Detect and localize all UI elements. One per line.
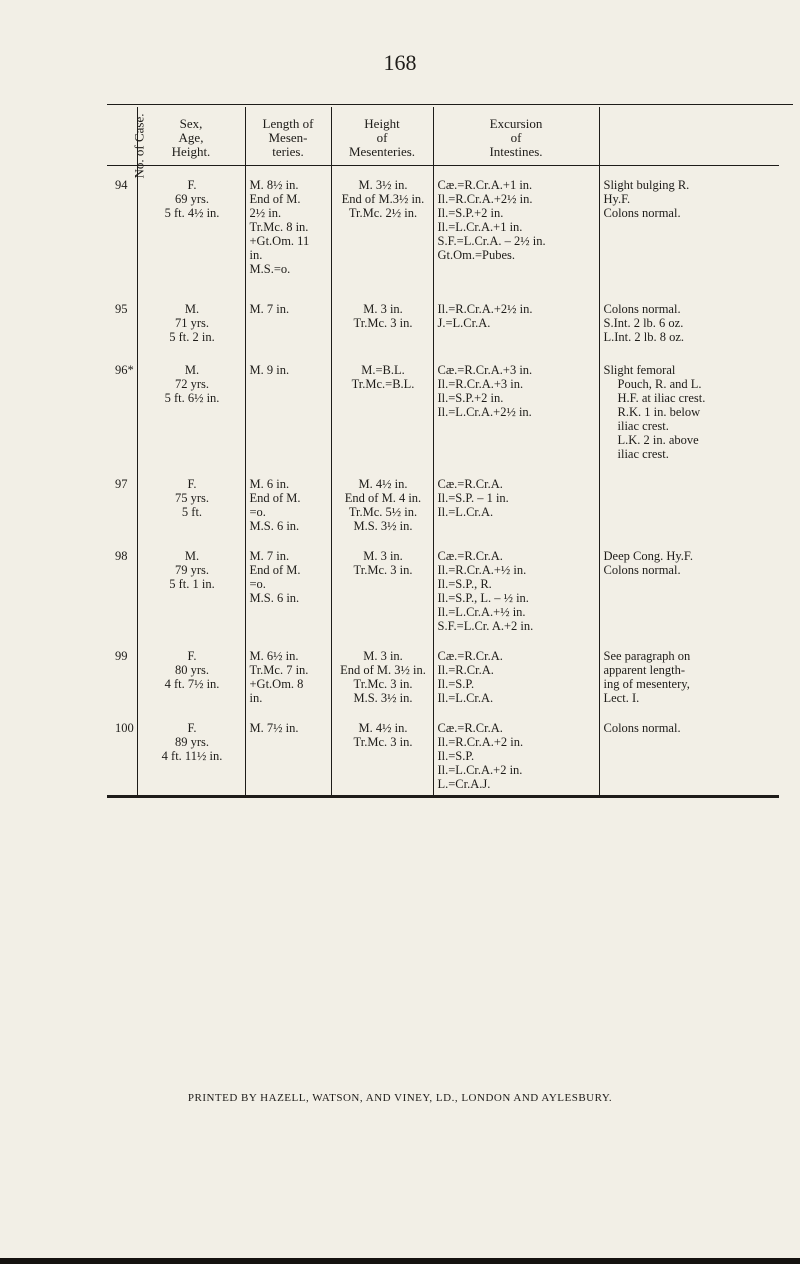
cell-line: +Gt.Om. 8	[249, 676, 304, 691]
cell-line: M. 7 in.	[249, 301, 290, 316]
cell-line: F.	[187, 178, 197, 192]
header-height-of-mesenteries: Height of Mesenteries.	[331, 107, 433, 166]
cell-line: Colons normal.	[603, 301, 681, 316]
cell-sex-age-height	[137, 709, 245, 797]
cell-length-of-mesenteries	[245, 465, 331, 537]
cell-case-number: 95	[115, 301, 128, 316]
cell-line: Tr.Mc. 3 in.	[353, 562, 413, 577]
cell-sex-age-height	[137, 351, 245, 465]
cell-line: R.K. 1 in. below	[617, 404, 701, 419]
cell-line: Cæ.=R.Cr.A.+1 in.	[437, 178, 533, 192]
cell-line: End of M. 3½ in.	[340, 662, 426, 677]
cell-line: Il.=L.Cr.A.+1 in.	[437, 220, 523, 234]
cell-excursion-of-intestines	[433, 465, 599, 537]
cell-remarks	[599, 166, 779, 290]
cell-line: Cæ.=R.Cr.A.+3 in.	[437, 362, 533, 377]
cell-line: Tr.Mc. 5½ in.	[348, 504, 418, 519]
cell-line: M. 9 in.	[249, 362, 290, 377]
cell-excursion-of-intestines	[433, 351, 599, 465]
cell-length-of-mesenteries	[245, 709, 331, 797]
cell-line: Tr.Mc. 2½ in.	[348, 206, 418, 220]
cell-line: S.Int. 2 lb. 6 oz.	[603, 315, 684, 330]
cell-line: S.F.=L.Cr.A. – 2½ in.	[437, 234, 546, 248]
header-length-of-mesenteries: Length of Mesen- teries.	[245, 107, 331, 166]
cell-line: Il.=R.Cr.A.+2 in.	[437, 734, 524, 749]
cell-line: Colons normal.	[603, 720, 681, 735]
cell-line: M.	[184, 362, 200, 377]
cell-height-of-mesenteries	[331, 290, 433, 351]
cell-length-of-mesenteries	[245, 351, 331, 465]
cell-line: 71 yrs.	[174, 315, 210, 330]
cell-line: L.=Cr.A.J.	[437, 776, 491, 791]
cell-remarks	[599, 709, 779, 797]
cell-sex-age-height	[137, 166, 245, 290]
cell-line: Il.=L.Cr.A.+½ in.	[437, 604, 526, 619]
cell-sex-age-height	[137, 537, 245, 637]
table-row	[107, 465, 779, 537]
header-excursion-of-intestines: Excursion of Intestines.	[433, 107, 599, 166]
cell-line: M. 4½ in.	[358, 476, 408, 491]
cell-line: 5 ft. 1 in.	[169, 576, 215, 591]
cell-line: M. 7 in.	[249, 548, 290, 563]
cell-line: Tr.Mc. 3 in.	[353, 734, 413, 749]
cell-remarks	[599, 351, 779, 465]
cell-line: 80 yrs.	[174, 662, 210, 677]
cell-line: M.=B.L.	[361, 362, 405, 377]
cell-line: L.K. 2 in. above	[617, 432, 699, 447]
cell-line: M.S. 6 in.	[249, 518, 300, 533]
cell-line: Tr.Mc. 3 in.	[353, 315, 413, 330]
cell-line: Cæ.=R.Cr.A.	[437, 548, 503, 563]
cell-line: 69 yrs.	[174, 192, 210, 206]
cell-line: End of M.	[249, 192, 301, 206]
cell-line: M. 6 in.	[249, 476, 290, 491]
cell-case-number: 96*	[115, 362, 134, 377]
table-row	[107, 709, 779, 797]
cell-sex-age-height	[137, 465, 245, 537]
cell-line: 79 yrs.	[174, 562, 210, 577]
cell-line: Il.=L.Cr.A.	[437, 690, 494, 705]
cell-height-of-mesenteries	[331, 537, 433, 637]
table-row	[107, 637, 779, 709]
cell-line: in.	[249, 248, 263, 262]
header-remarks	[599, 107, 779, 166]
cell-line: M. 8½ in.	[249, 178, 299, 192]
cell-line: M.S. 3½ in.	[353, 690, 413, 705]
cell-line: J.=L.Cr.A.	[437, 315, 491, 330]
cell-height-of-mesenteries	[331, 465, 433, 537]
cell-line: H.F. at iliac crest.	[617, 390, 706, 405]
cell-line: +Gt.Om. 11	[249, 234, 310, 248]
cell-line: Slight femoral	[603, 362, 676, 377]
cell-case-number: 97	[115, 476, 128, 491]
cell-height-of-mesenteries	[331, 637, 433, 709]
cell-line: M.S. 3½ in.	[353, 518, 413, 533]
cell-line: iliac crest.	[617, 446, 669, 461]
cell-line: Il.=S.P.	[437, 676, 475, 691]
cell-line: Deep Cong. Hy.F.	[603, 548, 694, 563]
header-case-number: No. of Case.	[107, 107, 137, 166]
table-row	[107, 290, 779, 351]
cell-line: Colons normal.	[603, 562, 681, 577]
cell-line: Il.=R.Cr.A.+3 in.	[437, 376, 524, 391]
cell-line: Pouch, R. and L.	[617, 376, 702, 391]
cell-line: Slight bulging R.	[603, 178, 690, 192]
cell-line: Tr.Mc. 8 in.	[249, 220, 309, 234]
cell-line: End of M.3½ in.	[341, 192, 425, 206]
cell-line: Lect. I.	[603, 690, 640, 705]
cell-excursion-of-intestines	[433, 637, 599, 709]
cell-line: End of M. 4 in.	[344, 490, 422, 505]
printer-imprint: PRINTED BY HAZELL, WATSON, AND VINEY, LD., LONDON AND AYLESBURY.	[187, 1092, 613, 1104]
cell-line: Cæ.=R.Cr.A.	[437, 648, 503, 663]
cell-line: in.	[249, 690, 263, 705]
case-table-wrapper	[107, 107, 779, 798]
cell-line: Il.=S.P.+2 in.	[437, 390, 504, 405]
cell-line: iliac crest.	[617, 418, 669, 433]
cell-line: 72 yrs.	[174, 376, 210, 391]
cell-line: apparent length-	[603, 662, 686, 677]
cell-line: L.Int. 2 lb. 8 oz.	[603, 329, 685, 344]
cell-line: 4 ft. 7½ in.	[164, 676, 220, 691]
cell-line: 4 ft. 11½ in.	[161, 748, 223, 763]
cell-case-number: 94	[115, 178, 128, 192]
table-row	[107, 351, 779, 465]
header-row	[107, 107, 779, 166]
cell-line: M. 6½ in.	[249, 648, 299, 663]
page-number: 168	[383, 50, 417, 75]
cell-case-number: 98	[115, 548, 128, 563]
cell-length-of-mesenteries	[245, 537, 331, 637]
cell-case-number: 99	[115, 648, 128, 663]
cell-height-of-mesenteries	[331, 709, 433, 797]
cell-line: Il.=R.Cr.A.+½ in.	[437, 562, 527, 577]
cell-line: 5 ft.	[181, 504, 203, 519]
cell-line: Il.=L.Cr.A.+2½ in.	[437, 404, 532, 419]
cell-line: M. 3 in.	[363, 548, 403, 563]
cell-line: M. 3 in.	[363, 301, 403, 316]
cell-line: M. 7½ in.	[249, 720, 299, 735]
cell-line: F.	[187, 720, 197, 735]
cell-line: 75 yrs.	[174, 490, 210, 505]
cell-sex-age-height	[137, 637, 245, 709]
cell-excursion-of-intestines	[433, 709, 599, 797]
cell-case-number: 100	[107, 709, 137, 797]
cell-line: Gt.Om.=Pubes.	[437, 248, 516, 262]
cell-line: Il.=L.Cr.A.+2 in.	[437, 762, 523, 777]
cell-excursion-of-intestines	[433, 537, 599, 637]
top-rule	[107, 104, 793, 105]
cell-line: Tr.Mc. 7 in.	[249, 662, 309, 677]
cell-line: =o.	[249, 576, 266, 591]
cell-line: 2½ in.	[249, 206, 282, 220]
cell-line: 5 ft. 6½ in.	[164, 390, 220, 405]
cell-line: Tr.Mc.=B.L.	[351, 376, 415, 391]
cell-line: Il.=R.Cr.A.	[437, 662, 494, 677]
cell-excursion-of-intestines	[433, 290, 599, 351]
cell-line: Tr.Mc. 3 in.	[353, 676, 413, 691]
cell-line: End of M.	[249, 562, 301, 577]
cell-line: Il.=S.P.	[437, 748, 475, 763]
cell-line: 5 ft. 4½ in.	[164, 206, 220, 220]
cell-line: =o.	[249, 504, 266, 519]
cell-line: M. 4½ in.	[358, 720, 408, 735]
cell-line: M.S. 6 in.	[249, 590, 300, 605]
header-sex-age-height: Sex, Age, Height.	[137, 107, 245, 166]
cell-line: Colons normal.	[603, 206, 681, 220]
cell-length-of-mesenteries	[245, 166, 331, 290]
cell-line: Il.=R.Cr.A.+2½ in.	[437, 301, 533, 316]
cell-line: End of M.	[249, 490, 301, 505]
cell-line: M.	[184, 548, 200, 563]
cell-line: M.	[184, 301, 200, 316]
cell-line: Hy.F.	[603, 192, 631, 206]
cell-line: Il.=L.Cr.A.	[437, 504, 494, 519]
cell-line: 5 ft. 2 in.	[169, 329, 215, 344]
cell-line: ing of mesentery,	[603, 676, 690, 691]
cell-line: S.F.=L.Cr. A.+2 in.	[437, 618, 534, 633]
cell-height-of-mesenteries	[331, 351, 433, 465]
cell-height-of-mesenteries	[331, 166, 433, 290]
cell-length-of-mesenteries	[245, 637, 331, 709]
cell-line: Il.=S.P. – 1 in.	[437, 490, 509, 505]
cell-line: M. 3 in.	[363, 648, 403, 663]
case-table	[107, 107, 779, 798]
cell-remarks	[599, 637, 779, 709]
cell-line: M.S.=o.	[249, 262, 291, 276]
cell-line: F.	[187, 476, 197, 491]
cell-line: Il.=S.P., R.	[437, 576, 492, 591]
cell-line: See paragraph on	[603, 648, 691, 663]
cell-sex-age-height	[137, 290, 245, 351]
cell-remarks	[599, 290, 779, 351]
cell-line: Il.=R.Cr.A.+2½ in.	[437, 192, 533, 206]
cell-line: Il.=S.P., L. – ½ in.	[437, 590, 529, 605]
cell-line: Il.=S.P.+2 in.	[437, 206, 504, 220]
cell-line: M. 3½ in.	[358, 178, 408, 192]
page-bottom-edge	[0, 1258, 800, 1264]
cell-remarks	[599, 537, 779, 637]
cell-line: 89 yrs.	[174, 734, 210, 749]
cell-length-of-mesenteries	[245, 290, 331, 351]
cell-remarks	[599, 465, 779, 537]
cell-line: Cæ.=R.Cr.A.	[437, 720, 503, 735]
cell-excursion-of-intestines	[433, 166, 599, 290]
table-row	[107, 166, 779, 290]
cell-line: F.	[187, 648, 197, 663]
cell-line: Cæ.=R.Cr.A.	[437, 476, 503, 491]
table-row	[107, 537, 779, 637]
